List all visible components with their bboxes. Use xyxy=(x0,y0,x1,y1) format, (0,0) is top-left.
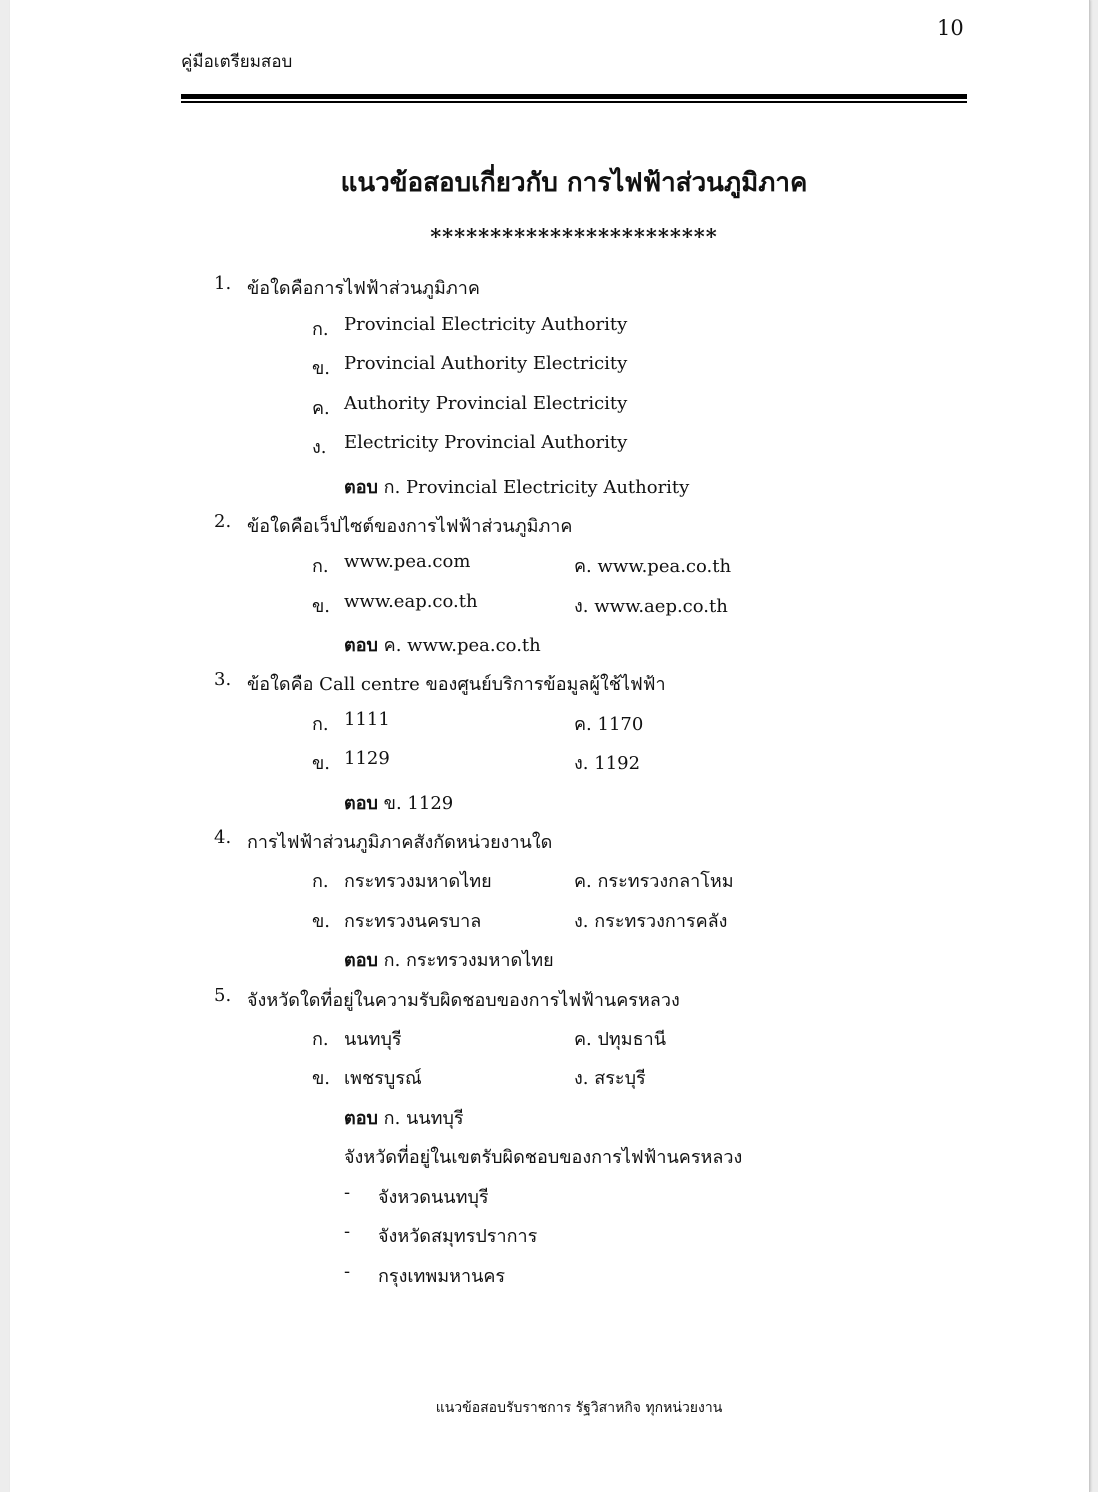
choice-item xyxy=(574,866,734,895)
choice-label: ค. xyxy=(574,1029,592,1050)
header-rule-thick xyxy=(181,94,967,99)
question-number: 1. xyxy=(214,273,232,294)
bullet-item: จังหวัดสมุทรปราการ xyxy=(378,1226,538,1247)
choice-label: ข. xyxy=(312,1068,331,1089)
choice-label: ค. xyxy=(312,398,330,419)
choice-text: www.eap.co.th xyxy=(344,591,478,612)
choice-text: Electricity Provincial Authority xyxy=(344,432,628,453)
answer-label: ตอบ xyxy=(344,477,378,498)
choice-text: 1170 xyxy=(597,714,644,735)
choice-text: 1129 xyxy=(344,748,390,769)
choice-label: ค. xyxy=(574,556,592,577)
question-text: ข้อใดคือเว็ปไซต์ของการไฟฟ้าส่วนภูมิภาค xyxy=(247,516,573,537)
choice-text: www.aep.co.th xyxy=(594,596,728,617)
question-text: จังหวัดใดที่อยู่ในความรับผิดชอบของการไฟฟ้านครหลวง xyxy=(247,990,680,1011)
question-number: 4. xyxy=(214,827,232,848)
bullet-dash: - xyxy=(344,1182,351,1203)
choice-label: ก. xyxy=(312,1029,329,1050)
answer-text: ข. 1129 xyxy=(383,793,454,814)
choice-text: สระบุรี xyxy=(594,1068,646,1089)
choice-text: นนทบุรี xyxy=(344,1029,402,1050)
choice-text: กระทรวงกลาโหม xyxy=(597,871,734,892)
choice-label: ก. xyxy=(312,319,329,340)
choice-item xyxy=(574,748,640,777)
choice-item xyxy=(574,551,731,580)
choice-label: ค. xyxy=(574,714,592,735)
choice-text: เพชรบูรณ์ xyxy=(344,1068,422,1089)
answer-line xyxy=(344,945,554,974)
choice-text: Provincial Authority Electricity xyxy=(344,353,628,374)
answer-label: ตอบ xyxy=(344,793,378,814)
choice-text: Authority Provincial Electricity xyxy=(344,393,628,414)
question-text: การไฟฟ้าส่วนภูมิภาคสังกัดหน่วยงานใด xyxy=(247,832,553,853)
answer-label: ตอบ xyxy=(344,950,378,971)
answer-line xyxy=(344,788,453,817)
answer-label: ตอบ xyxy=(344,1108,378,1129)
bullet-item: กรุงเทพมหานคร xyxy=(378,1266,506,1287)
choice-text: www.pea.co.th xyxy=(597,556,732,577)
question-number: 3. xyxy=(214,669,232,690)
running-head: คู่มือเตรียมสอบ xyxy=(181,52,293,72)
page-footer: แนวข้อสอบรับราชการ รัฐวิสาหกิจ ทุกหน่วยงาน xyxy=(435,1400,723,1416)
choice-item xyxy=(574,906,727,935)
choice-label: ค. xyxy=(574,871,592,892)
choice-label: ก. xyxy=(312,714,329,735)
choice-label: ง. xyxy=(574,1068,589,1089)
bullet-dash: - xyxy=(344,1221,351,1242)
answer-line xyxy=(344,1103,464,1132)
choice-text: 1192 xyxy=(594,753,641,774)
choice-label: ข. xyxy=(312,911,331,932)
choice-label: ข. xyxy=(312,596,331,617)
bullet-dash: - xyxy=(344,1261,351,1282)
choice-text: www.pea.com xyxy=(344,551,471,572)
choice-label: ง. xyxy=(574,911,589,932)
page-title: แนวข้อสอบเกี่ยวกับ การไฟฟ้าส่วนภูมิภาค xyxy=(340,168,808,198)
question-number: 5. xyxy=(214,985,232,1006)
choice-item xyxy=(574,591,728,620)
choice-item xyxy=(574,1063,646,1092)
answer-line xyxy=(344,472,689,501)
choice-label: ข. xyxy=(312,753,331,774)
choice-text: กระทรวงการคลัง xyxy=(594,911,728,932)
bullet-item: จังหวดนนทบุรี xyxy=(378,1187,489,1208)
choice-label: ข. xyxy=(312,358,331,379)
choice-text: กระทรวงนครบาล xyxy=(344,911,482,932)
choice-label: ก. xyxy=(312,871,329,892)
star-divider: ************************ xyxy=(430,224,718,249)
choice-label: ง. xyxy=(574,596,589,617)
choice-label: ง. xyxy=(312,437,327,458)
header-rule-thin xyxy=(181,101,967,103)
choice-text: Provincial Electricity Authority xyxy=(344,314,628,335)
question-text: ข้อใดคือ Call centre ของศูนย์บริการข้อมูลผู้ใช้ไฟฟ้า xyxy=(247,674,666,695)
answer-text: ก. Provincial Electricity Authority xyxy=(383,477,690,498)
answer-line xyxy=(344,630,541,659)
question-text: ข้อใดคือการไฟฟ้าส่วนภูมิภาค xyxy=(247,278,480,299)
choice-text: กระทรวงมหาดไทย xyxy=(344,871,492,892)
choice-label: ง. xyxy=(574,753,589,774)
answer-text: ก. นนทบุรี xyxy=(383,1108,464,1129)
choice-text: ปทุมธานี xyxy=(597,1029,667,1050)
choice-text: 1111 xyxy=(344,709,390,730)
answer-text: ก. กระทรวงมหาดไทย xyxy=(383,950,554,971)
answer-label: ตอบ xyxy=(344,635,378,656)
choice-item xyxy=(574,709,643,738)
choice-label: ก. xyxy=(312,556,329,577)
choice-item xyxy=(574,1024,666,1053)
answer-text: ค. www.pea.co.th xyxy=(383,635,541,656)
page-number: 10 xyxy=(937,16,964,40)
question-number: 2. xyxy=(214,511,232,532)
answer-note: จังหวัดที่อยู่ในเขตรับผิดชอบของการไฟฟ้านครหลวง xyxy=(344,1147,743,1168)
